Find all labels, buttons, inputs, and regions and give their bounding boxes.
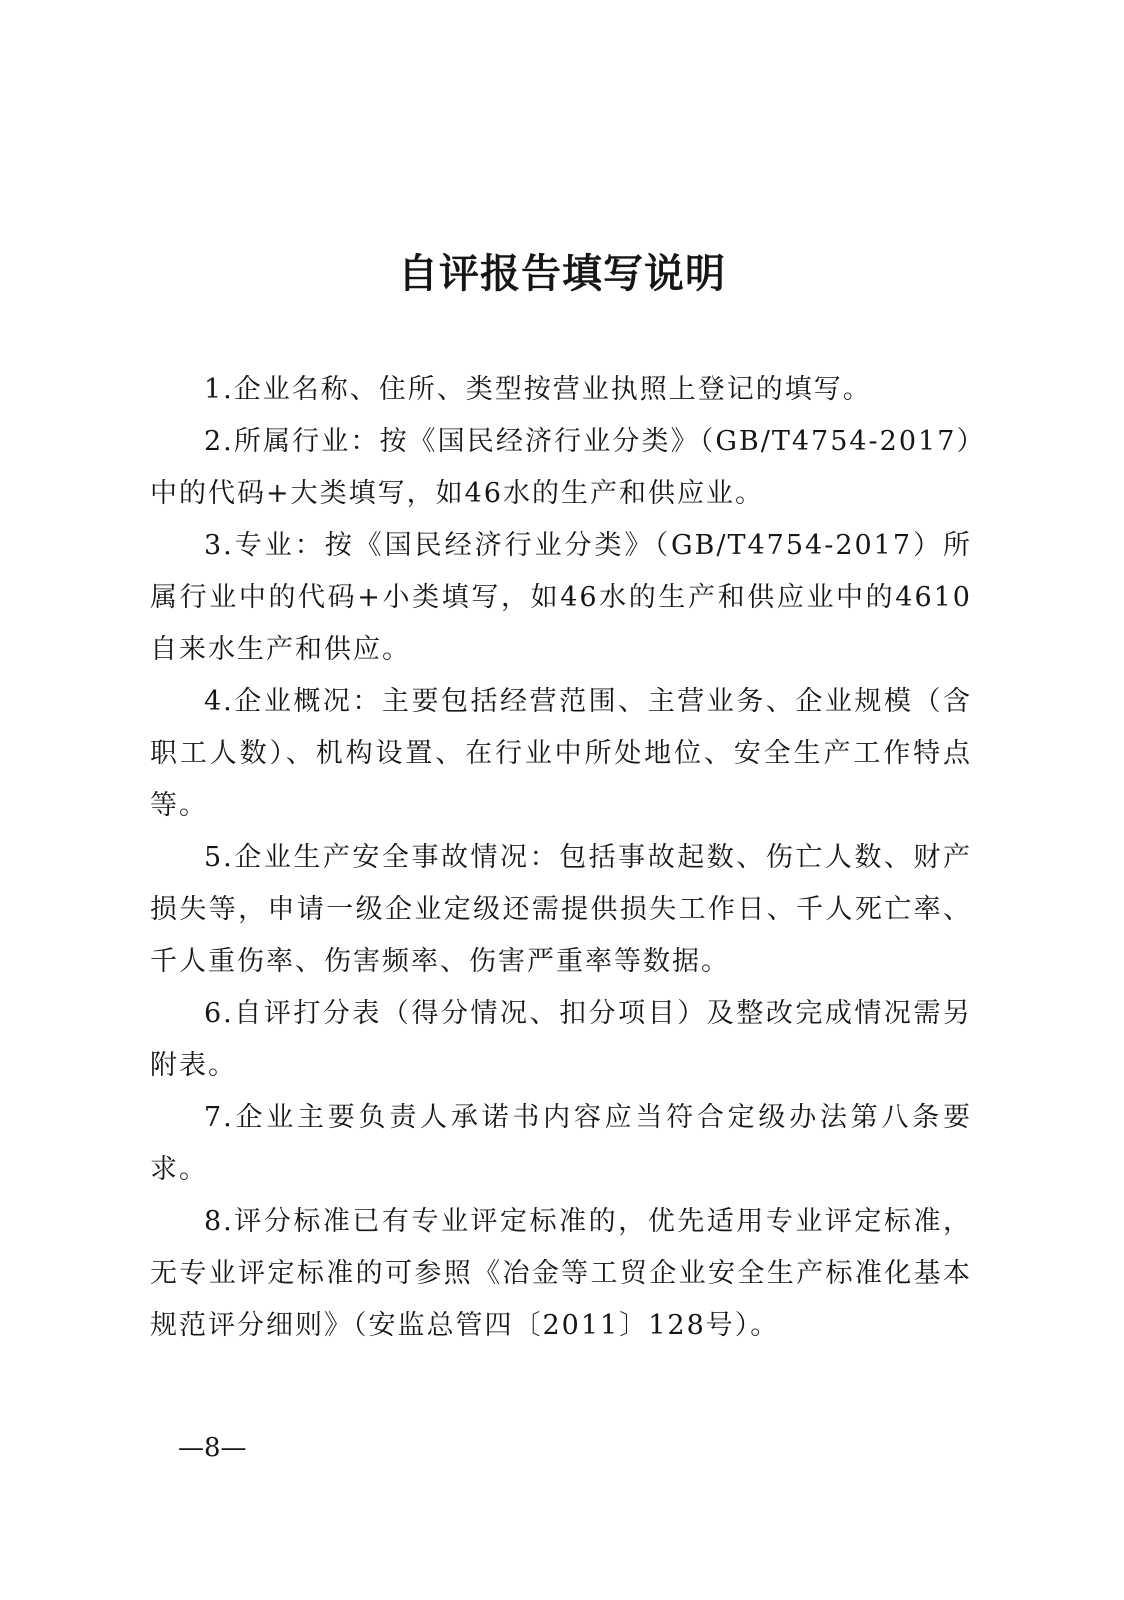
instruction-item-5: 5.企业生产安全事故情况：包括事故起数、伤亡人数、财产损失等，申请一级企业定级还需提供损失工作日、千人死亡率、千人重伤率、伤害频率、伤害严重率等数据。 (150, 842, 972, 977)
instruction-item-8: 8.评分标准已有专业评定标准的，优先适用专业评定标准，无专业评定标准的可参照《冶金等工贸企业安全生产标准化基本规范评分细则》（安监总管四〔2011〕128号）。 (150, 1206, 972, 1341)
instruction-item-4: 4.企业概况：主要包括经营范围、主营业务、企业规模（含职工人数）、机构设置、在行业中所处地位、安全生产工作特点等。 (150, 686, 972, 821)
instruction-item-2: 2.所属行业：按《国民经济行业分类》（GB/T4754-2017）中的代码+大类填写，如46水的生产和供应业。 (150, 426, 972, 509)
page-number: —8— (178, 1433, 247, 1463)
instruction-item-7: 7.企业主要负责人承诺书内容应当符合定级办法第八条要求。 (150, 1102, 972, 1185)
instruction-item-1: 1.企业名称、住所、类型按营业执照上登记的填写。 (204, 374, 872, 405)
document-title: 自评报告填写说明 (398, 250, 726, 297)
instruction-item-3: 3.专业：按《国民经济行业分类》（GB/T4754-2017）所属行业中的代码+小类填写，如46水的生产和供应业中的4610自来水生产和供应。 (150, 530, 972, 665)
instructions-body (150, 364, 972, 1352)
instruction-item-6: 6.自评打分表（得分情况、扣分项目）及整改完成情况需另附表。 (150, 998, 972, 1081)
